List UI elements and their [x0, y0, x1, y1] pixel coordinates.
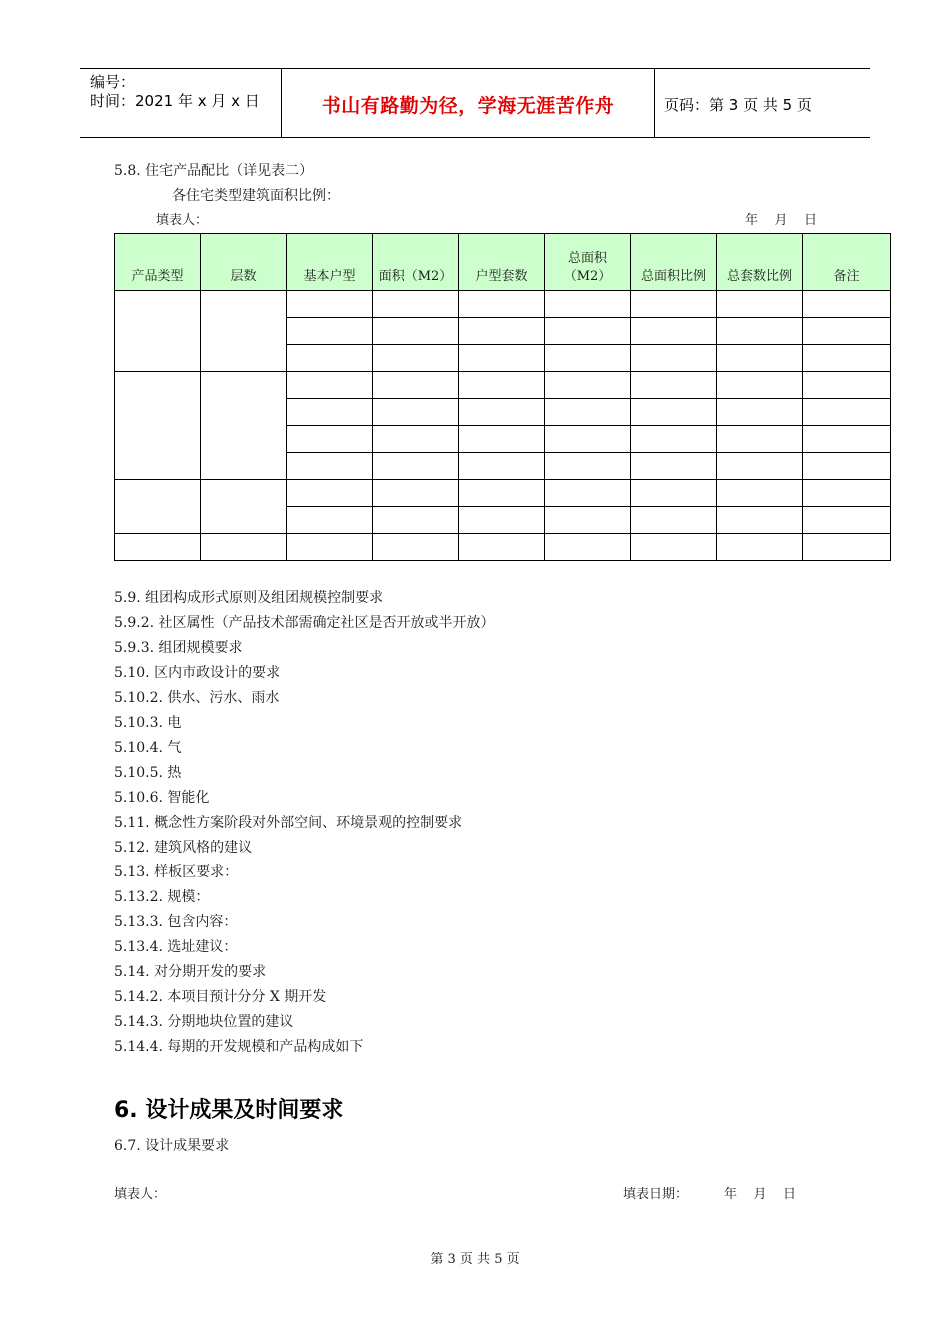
table-cell[interactable]	[717, 507, 803, 534]
table-cell[interactable]	[373, 318, 459, 345]
list-item: 5.12. 建筑风格的建议	[114, 840, 253, 856]
list-item: 5.14.2. 本项目预计分分 X 期开发	[114, 989, 327, 1005]
table-cell[interactable]	[545, 372, 631, 399]
table-cell[interactable]	[287, 318, 373, 345]
filler-label: 填表人：	[156, 213, 209, 228]
table-cell[interactable]	[717, 426, 803, 453]
list-item: 5.10. 区内市政设计的要求	[114, 665, 281, 681]
list-item: 5.10.2. 供水、污水、雨水	[114, 690, 280, 706]
table-cell[interactable]	[373, 534, 459, 561]
table-cell[interactable]	[803, 291, 891, 318]
column-header: 层数	[201, 234, 287, 291]
section-6-7-item: 6.7. 设计成果要求	[114, 1138, 230, 1154]
table-cell[interactable]	[459, 480, 545, 507]
column-header-line: 总面积	[567, 251, 607, 266]
table-cell[interactable]	[287, 345, 373, 372]
column-header-line: （M2）	[563, 269, 612, 284]
table-cell[interactable]	[287, 426, 373, 453]
table-cell[interactable]	[717, 534, 803, 561]
table-cell[interactable]	[459, 507, 545, 534]
table-cell[interactable]	[545, 291, 631, 318]
table-cell[interactable]	[545, 345, 631, 372]
table-cell[interactable]	[803, 426, 891, 453]
table-cell[interactable]	[459, 399, 545, 426]
table-cell[interactable]	[115, 291, 201, 372]
table-cell[interactable]	[717, 318, 803, 345]
table-cell[interactable]	[373, 345, 459, 372]
table-cell[interactable]	[631, 372, 717, 399]
table-cell[interactable]	[115, 480, 201, 534]
table-cell[interactable]	[459, 291, 545, 318]
fill-date: 年 月 日	[745, 213, 818, 228]
column-header: 总面积比例	[631, 234, 717, 291]
table-row	[115, 534, 891, 561]
table-cell[interactable]	[201, 372, 287, 480]
column-header	[545, 234, 631, 291]
table-cell[interactable]	[545, 399, 631, 426]
table-cell[interactable]	[373, 426, 459, 453]
table-cell[interactable]	[287, 507, 373, 534]
table-cell[interactable]	[373, 372, 459, 399]
table-cell[interactable]	[803, 507, 891, 534]
table-cell[interactable]	[201, 291, 287, 372]
table-cell[interactable]	[373, 507, 459, 534]
page-header	[80, 68, 870, 138]
table-cell[interactable]	[717, 453, 803, 480]
table-cell[interactable]	[631, 318, 717, 345]
table-cell[interactable]	[373, 453, 459, 480]
column-header: 基本户型	[287, 234, 373, 291]
table-cell[interactable]	[717, 345, 803, 372]
column-header: 产品类型	[115, 234, 201, 291]
column-header: 户型套数	[459, 234, 545, 291]
list-item: 5.13.2. 规模：	[114, 889, 210, 905]
list-item: 5.13. 样板区要求：	[114, 864, 239, 880]
table-cell[interactable]	[545, 507, 631, 534]
table-cell[interactable]	[717, 399, 803, 426]
fill-date: 年 月 日	[724, 1187, 797, 1202]
table-cell[interactable]	[545, 318, 631, 345]
table-cell[interactable]	[115, 534, 201, 561]
document-time: 时间：2021 年 x 月 x 日	[90, 92, 260, 110]
table-cell[interactable]	[803, 534, 891, 561]
table-cell[interactable]	[459, 453, 545, 480]
table-cell[interactable]	[631, 480, 717, 507]
table-cell[interactable]	[287, 453, 373, 480]
table-cell[interactable]	[803, 318, 891, 345]
table-cell[interactable]	[803, 480, 891, 507]
table-cell[interactable]	[459, 318, 545, 345]
table-cell[interactable]	[373, 480, 459, 507]
table-cell[interactable]	[545, 534, 631, 561]
table-cell[interactable]	[287, 291, 373, 318]
column-header: 总套数比例	[717, 234, 803, 291]
section-6-heading: 6. 设计成果及时间要求	[114, 1098, 344, 1123]
table-cell[interactable]	[287, 372, 373, 399]
table-cell[interactable]	[287, 480, 373, 507]
table-cell[interactable]	[631, 507, 717, 534]
list-item: 5.9.3. 组团规模要求	[114, 640, 243, 656]
table-cell[interactable]	[803, 453, 891, 480]
filler-label: 填表人：	[114, 1187, 167, 1202]
table-cell[interactable]	[631, 534, 717, 561]
header-divider	[654, 69, 655, 137]
document-number-label: 编号：	[90, 73, 136, 91]
header-page-info: 页码：第 3 页 共 5 页	[664, 96, 812, 114]
table-cell[interactable]	[631, 426, 717, 453]
table-cell[interactable]	[287, 534, 373, 561]
table-cell[interactable]	[373, 291, 459, 318]
table-cell[interactable]	[115, 372, 201, 480]
table-cell[interactable]	[803, 399, 891, 426]
page-footer: 第 3 页 共 5 页	[430, 1252, 520, 1267]
table-cell[interactable]	[545, 480, 631, 507]
list-item: 5.10.4. 气	[114, 740, 182, 756]
table-cell[interactable]	[373, 399, 459, 426]
table-cell[interactable]	[459, 426, 545, 453]
list-item: 5.14.4. 每期的开发规模和产品构成如下	[114, 1039, 364, 1055]
table-row	[115, 372, 891, 399]
product-ratio-table	[114, 233, 891, 561]
table-cell[interactable]	[803, 372, 891, 399]
table-cell[interactable]	[631, 291, 717, 318]
list-item: 5.13.3. 包含内容：	[114, 914, 238, 930]
header-motto: 书山有路勤为径，学海无涯苦作舟	[321, 95, 615, 117]
table-cell[interactable]	[459, 534, 545, 561]
table-row	[115, 480, 891, 507]
table-cell[interactable]	[717, 480, 803, 507]
list-item: 5.10.5. 热	[114, 765, 182, 781]
table-cell[interactable]	[631, 399, 717, 426]
list-item: 5.14.3. 分期地块位置的建议	[114, 1014, 294, 1030]
table-cell[interactable]	[201, 534, 287, 561]
table-cell[interactable]	[545, 426, 631, 453]
table-cell[interactable]	[287, 399, 373, 426]
table-row	[115, 291, 891, 318]
table-cell[interactable]	[717, 291, 803, 318]
column-header: 备注	[803, 234, 891, 291]
list-item: 5.11. 概念性方案阶段对外部空间、环境景观的控制要求	[114, 815, 463, 831]
list-item: 5.13.4. 选址建议：	[114, 939, 238, 955]
fill-date-label: 填表日期：	[623, 1187, 689, 1202]
table-cell[interactable]	[803, 345, 891, 372]
table-cell[interactable]	[459, 345, 545, 372]
table-cell[interactable]	[459, 372, 545, 399]
list-item: 5.14. 对分期开发的要求	[114, 964, 267, 980]
header-left	[90, 73, 260, 111]
section-5-8-title: 5.8. 住宅产品配比（详见表二）	[114, 163, 314, 179]
list-item: 5.10.3. 电	[114, 715, 182, 731]
table-cell[interactable]	[201, 480, 287, 534]
table-cell[interactable]	[631, 345, 717, 372]
table-header-row	[115, 234, 891, 291]
table-cell[interactable]	[717, 372, 803, 399]
section-5-8-subtitle: 各住宅类型建筑面积比例：	[172, 188, 340, 204]
column-header: 面积（M2）	[373, 234, 459, 291]
table-cell[interactable]	[545, 453, 631, 480]
table-cell[interactable]	[631, 453, 717, 480]
list-item: 5.9. 组团构成形式原则及组团规模控制要求	[114, 590, 384, 606]
list-item: 5.10.6. 智能化	[114, 790, 210, 806]
list-item: 5.9.2. 社区属性（产品技术部需确定社区是否开放或半开放）	[114, 615, 495, 631]
